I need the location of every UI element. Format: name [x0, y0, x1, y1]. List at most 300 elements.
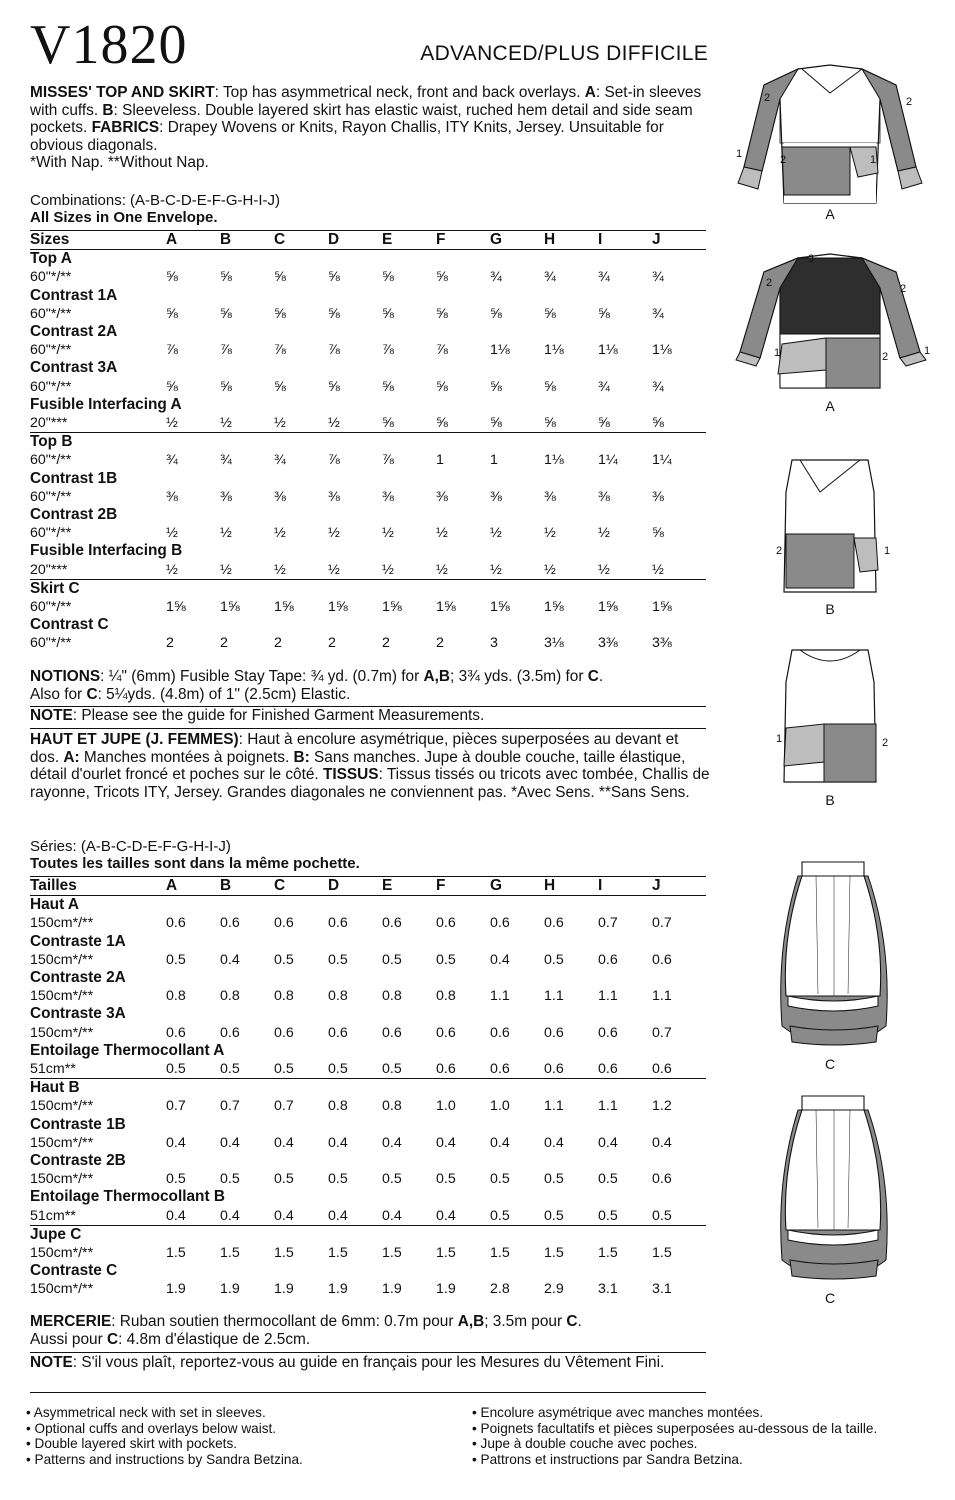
fabric-title-row [30, 1042, 706, 1060]
notions-text: : 5¼yds. (4.8m) of 1" (2.5cm) Elastic. [97, 686, 351, 703]
yardage-cell: ⅞ [328, 342, 340, 359]
yardage-cell: ⅜ [544, 488, 556, 505]
note-label: NOTE [30, 707, 73, 724]
fabric-width: 150cm*/** [30, 1245, 94, 1262]
yardage-cell: ⅝ [220, 269, 232, 286]
yardage-row [30, 341, 706, 359]
yardage-cell: ⅝ [490, 378, 502, 395]
fabric-width: 51cm** [30, 1207, 76, 1224]
yardage-row [30, 914, 706, 932]
yardage-cell: 0.4 [274, 1207, 294, 1224]
yardage-cell: 0.4 [274, 1134, 294, 1151]
yardage-cell: 1.5 [274, 1245, 294, 1262]
yardage-row [30, 1170, 706, 1188]
yardage-row [30, 1244, 706, 1262]
yardage-cell: 1.5 [598, 1245, 618, 1262]
english-description [30, 84, 710, 172]
fabric-width: 60"*/** [30, 305, 72, 322]
yardage-cell: 1⅝ [166, 599, 186, 616]
fabric-width: 150cm*/** [30, 988, 94, 1005]
yardage-cell: 0.4 [544, 1134, 564, 1151]
notions-view: C [587, 668, 599, 685]
yardage-row [30, 598, 706, 616]
note-en [30, 707, 706, 725]
callout-1: 1 [776, 733, 783, 745]
fabric-width: 60"*/** [30, 269, 72, 286]
yardage-cell: 0.8 [436, 988, 456, 1005]
yardage-cell: ⅞ [382, 342, 394, 359]
desc-text: : Top has asymmetrical neck, front and back overlays. [214, 84, 581, 101]
yardage-cell: 0.8 [328, 1098, 348, 1115]
size-column-header: B [220, 877, 274, 896]
yardage-cell: ⅜ [166, 488, 178, 505]
yardage-cell: ⅝ [166, 269, 178, 286]
yardage-cell: ½ [166, 561, 178, 578]
yardage-cell: 0.6 [436, 1061, 456, 1078]
yardage-cell: 0.5 [490, 1171, 510, 1188]
callout-1: 1 [924, 345, 930, 357]
yardage-cell: ¾ [544, 269, 556, 286]
yardage-cell: 1.5 [436, 1245, 456, 1262]
callout-1: 1 [774, 347, 781, 359]
yardage-cell: ⅝ [274, 269, 286, 286]
yardage-cell: 1.5 [490, 1245, 510, 1262]
note-text-fr: : S'il vous plaît, reportez-vous au guide en français pour les Mesures du Vêtement Fini. [72, 1354, 665, 1371]
yardage-cell: 0.4 [166, 1207, 186, 1224]
yardage-cell: 1⅝ [220, 599, 240, 616]
view-b-front-illustration [760, 452, 900, 602]
yardage-cell: ¾ [274, 452, 286, 469]
yardage-cell: ⅜ [274, 488, 286, 505]
yardage-cell: ⅝ [652, 415, 664, 432]
size-column-header: E [382, 231, 436, 250]
fabric-title: Top B [30, 433, 706, 452]
yardage-cell: 0.6 [382, 915, 402, 932]
divider [30, 1352, 706, 1353]
yardage-cell: 0.7 [274, 1098, 294, 1115]
fabric-title: Contraste C [30, 1262, 118, 1280]
note-fr [30, 1354, 706, 1372]
yardage-cell: ½ [598, 525, 610, 542]
yardage-cell: ½ [328, 415, 340, 432]
fabric-width: 150cm*/** [30, 1098, 94, 1115]
fabric-title-row [30, 969, 706, 987]
yardage-cell: 0.6 [598, 1061, 618, 1078]
notions-text-fr: Aussi pour [30, 1331, 107, 1348]
yardage-cell: 0.8 [274, 988, 294, 1005]
yardage-cell: 1⅛ [544, 452, 564, 469]
yardage-cell: ¾ [652, 305, 664, 322]
yardage-cell: 0.5 [166, 1171, 186, 1188]
callout-2: 2 [900, 283, 907, 295]
yardage-cell: ⅝ [598, 305, 610, 322]
yardage-cell: ½ [328, 561, 340, 578]
yardage-cell: ⅝ [490, 415, 502, 432]
fabric-title: Contraste 1A [30, 932, 126, 950]
yardage-cell: 1.5 [166, 1245, 186, 1262]
yardage-cell: 0.8 [166, 988, 186, 1005]
feature-item: • Optional cuffs and overlays below waist. [26, 1421, 303, 1437]
yardage-cell: ¾ [598, 269, 610, 286]
combinations-text: Combinations: (A-B-C-D-E-F-G-H-I-J) [30, 192, 281, 209]
fabric-width: 150cm*/** [30, 951, 94, 968]
yardage-cell: 2.9 [544, 1281, 564, 1298]
yardage-cell: ⅝ [382, 269, 394, 286]
yardage-cell: 1.5 [220, 1245, 240, 1262]
combinations-fr [30, 838, 360, 872]
yardage-cell: ½ [274, 561, 286, 578]
yardage-cell: ⅝ [544, 305, 556, 322]
yardage-cell: 0.6 [274, 1024, 294, 1041]
callout-2: 2 [780, 154, 787, 166]
callout-2: 2 [776, 545, 783, 557]
yardage-cell: 0.5 [436, 951, 456, 968]
fabric-width: 20"*** [30, 415, 68, 432]
fabric-title: Contraste 2A [30, 969, 126, 987]
yardage-cell: 0.6 [652, 1061, 672, 1078]
callout-3: 3 [808, 253, 815, 265]
view-a-back-illustration [730, 248, 930, 398]
yardage-row [30, 951, 706, 969]
view-b-back-illustration [760, 642, 900, 792]
sizes-header-row [30, 231, 706, 250]
view-b-label: B [102, 101, 114, 119]
yardage-cell: 0.5 [382, 1171, 402, 1188]
yardage-cell: ⅞ [382, 452, 394, 469]
fabric-title: Contraste 3A [30, 1005, 126, 1023]
yardage-row [30, 1280, 706, 1298]
feature-item: • Patterns and instructions by Sandra Betzina. [26, 1452, 303, 1468]
yardage-cell: 1.1 [652, 988, 672, 1005]
yardage-cell: ⅜ [382, 488, 394, 505]
yardage-cell: ⅜ [598, 488, 610, 505]
yardage-cell: ½ [436, 561, 448, 578]
yardage-cell: 3⅛ [544, 635, 564, 652]
fabric-title: Skirt C [30, 579, 706, 598]
yardage-cell: 0.5 [598, 1207, 618, 1224]
yardage-cell: ½ [328, 525, 340, 542]
fabrics-label-fr: TISSUS [322, 766, 379, 783]
yardage-cell: 1 [436, 452, 444, 469]
yardage-cell: 0.6 [490, 1024, 510, 1041]
view-a-label-fr: A: [63, 748, 80, 766]
yardage-cell: ⅝ [436, 269, 448, 286]
callout-1: 1 [870, 154, 877, 166]
yardage-cell: ⅝ [490, 305, 502, 322]
french-description [30, 731, 710, 801]
note-text: : Please see the guide for Finished Garment Measurements. [72, 707, 485, 724]
fabric-title: Contrast 1A [30, 286, 118, 304]
yardage-row [30, 305, 706, 323]
notions-text: ; 3¾ yds. (3.5m) for [450, 668, 588, 685]
yardage-cell: 0.5 [220, 1171, 240, 1188]
feature-item-fr: • Poignets facultatifs et pièces superposées au-dessous de la taille. [472, 1421, 877, 1437]
yardage-cell: 0.6 [328, 1024, 348, 1041]
yardage-cell: 0.7 [220, 1098, 240, 1115]
yardage-cell: 1.9 [328, 1281, 348, 1298]
view-b-label-fr: B: [293, 748, 310, 766]
yardage-cell: 0.6 [490, 915, 510, 932]
fabric-width: 150cm*/** [30, 1024, 94, 1041]
desc-title-fr: HAUT ET JUPE (J. FEMMES) [30, 731, 239, 748]
callout-2: 2 [906, 96, 913, 108]
yardage-cell: 3⅜ [652, 635, 672, 652]
notions-text-fr: . [577, 1313, 582, 1330]
yardage-cell: ⅝ [166, 305, 178, 322]
yardage-cell: 0.6 [652, 1171, 672, 1188]
feature-item-fr: • Encolure asymétrique avec manches montées. [472, 1405, 877, 1421]
fabric-title: Haut B [30, 1079, 706, 1098]
notions-text-fr: : Ruban soutien thermocollant de 6mm: 0.7m pour [111, 1313, 458, 1330]
fabric-title-row [30, 1005, 706, 1023]
yardage-cell: 1⅛ [544, 342, 564, 359]
yardage-cell: 0.8 [328, 988, 348, 1005]
yardage-cell: ⅝ [382, 305, 394, 322]
fabric-title-row [30, 579, 706, 598]
view-c-back-illustration [768, 1090, 898, 1290]
yardage-cell: 0.5 [328, 1171, 348, 1188]
yardage-cell: 0.7 [598, 915, 618, 932]
yardage-cell: 1.5 [652, 1245, 672, 1262]
yardage-cell: 3.1 [598, 1281, 618, 1298]
yardage-cell: 2 [220, 635, 228, 652]
yardage-row [30, 1097, 706, 1115]
yardage-row [30, 561, 706, 580]
fabric-title: Contrast 3A [30, 359, 118, 377]
note-label-fr: NOTE [30, 1354, 73, 1371]
yardage-cell: 0.7 [652, 1024, 672, 1041]
yardage-cell: ¾ [166, 452, 178, 469]
yardage-cell: 0.6 [166, 915, 186, 932]
size-column-header: I [598, 877, 652, 896]
fabrics-text: : Drapey Wovens or Knits, Rayon Challis, ITY Knits, Jersey. Unsuitable for obvious diagonals. [30, 119, 664, 154]
yardage-cell: 0.5 [382, 951, 402, 968]
yardage-cell: ½ [436, 525, 448, 542]
yardage-cell: 1⅝ [328, 599, 348, 616]
view-c-label: C [824, 1056, 836, 1072]
yardage-cell: 2 [328, 635, 336, 652]
yardage-cell: 0.5 [166, 951, 186, 968]
fabric-title: Top A [30, 250, 706, 269]
view-a-back-label: A [825, 398, 835, 414]
yardage-cell: 0.4 [598, 1134, 618, 1151]
fabric-title: Contrast 2A [30, 323, 118, 341]
fabric-width: 60"*/** [30, 525, 72, 542]
yardage-cell: ½ [382, 561, 394, 578]
pattern-number: V1820 [30, 14, 188, 76]
yardage-cell: ½ [220, 415, 232, 432]
size-column-header: H [544, 231, 598, 250]
yardage-cell: ½ [544, 561, 556, 578]
yardage-cell: ⅜ [490, 488, 502, 505]
pattern-header [30, 16, 710, 78]
view-b-label: B [825, 601, 835, 617]
yardage-cell: ½ [490, 561, 502, 578]
yardage-cell: 0.6 [436, 915, 456, 932]
yardage-cell: 0.4 [490, 1134, 510, 1151]
size-column-header: B [220, 231, 274, 250]
fabric-title-row [30, 1262, 706, 1280]
fabric-title: Entoilage Thermocollant B [30, 1188, 225, 1206]
fabric-title-row [30, 470, 706, 488]
size-column-header: D [328, 231, 382, 250]
callout-2: 2 [766, 277, 773, 289]
view-a-text: : Set-in sleeves with cuffs. [30, 84, 702, 119]
yardage-cell: 0.8 [382, 988, 402, 1005]
view-a-front-illustration [730, 55, 930, 215]
view-c-back-label: C [824, 1290, 836, 1306]
fabric-title-row [30, 1079, 706, 1098]
fabric-title-row [30, 1116, 706, 1134]
yardage-cell: 0.5 [436, 1171, 456, 1188]
desc-text-fr: : Haut à encolure asymétrique, pièces superposées au devant et dos. [30, 731, 679, 766]
yardage-cell: ⅝ [436, 305, 448, 322]
yardage-cell: 1⅝ [274, 599, 294, 616]
yardage-cell: 0.6 [544, 915, 564, 932]
yardage-cell: 0.6 [598, 951, 618, 968]
all-sizes-text-fr: Toutes les tailles sont dans la même pochette. [30, 855, 360, 872]
fabric-title-row [30, 1225, 706, 1244]
fabric-title: Fusible Interfacing B [30, 542, 183, 560]
fabric-title-row [30, 896, 706, 915]
size-column-header: J [652, 877, 706, 896]
yardage-cell: ⅝ [598, 415, 610, 432]
yardage-cell: 0.5 [328, 1061, 348, 1078]
fabric-title-row [30, 250, 706, 269]
yardage-cell: 0.5 [598, 1171, 618, 1188]
yardage-cell: ¾ [652, 378, 664, 395]
yardage-cell: 1⅝ [544, 599, 564, 616]
yardage-cell: ⅞ [166, 342, 178, 359]
fabric-title-row [30, 287, 706, 305]
yardage-cell: ⅝ [328, 269, 340, 286]
fabric-width: 60"*/** [30, 599, 72, 616]
yardage-cell: 2 [436, 635, 444, 652]
yardage-cell: 0.4 [436, 1207, 456, 1224]
yardage-cell: 1⅛ [598, 342, 618, 359]
yardage-cell: 1⅛ [490, 342, 510, 359]
feature-item: • Asymmetrical neck with set in sleeves. [26, 1405, 303, 1421]
notions-text: : ¼" (6mm) Fusible Stay Tape: ¾ yd. (0.7m) for [100, 668, 424, 685]
yardage-cell: ½ [274, 415, 286, 432]
notions-text: . [598, 668, 604, 685]
yardage-cell: ¾ [652, 269, 664, 286]
yardage-row [30, 1134, 706, 1152]
fabric-title-row [30, 396, 706, 414]
yardage-cell: 1⅝ [436, 599, 456, 616]
fabric-title: Haut A [30, 896, 706, 915]
view-c-front-illustration [768, 856, 898, 1056]
view-a-text-fr: Manches montées à poignets. [79, 748, 294, 766]
yardage-cell: 1⅝ [652, 599, 672, 616]
yardage-cell: 3.1 [652, 1281, 672, 1298]
yardage-row [30, 1207, 706, 1226]
yardage-row [30, 268, 706, 286]
yardage-cell: 1⅝ [490, 599, 510, 616]
fabric-width: 150cm*/** [30, 1171, 94, 1188]
yardage-cell: 1.0 [436, 1098, 456, 1115]
view-b-text: : Sleeveless. Double layered skirt has elastic waist, ruched hem detail and side seam pockets. [30, 101, 693, 136]
fabric-width: 60"*/** [30, 342, 72, 359]
yardage-cell: 0.4 [382, 1207, 402, 1224]
yardage-cell: 0.6 [166, 1024, 186, 1041]
features-fr [472, 1405, 877, 1468]
yardage-cell: 0.4 [490, 951, 510, 968]
yardage-row [30, 451, 706, 469]
yardage-cell: 0.4 [436, 1134, 456, 1151]
size-column-header: A [166, 231, 220, 250]
yardage-cell: 0.4 [166, 1134, 186, 1151]
callout-1: 1 [736, 148, 743, 160]
yardage-cell: 0.5 [274, 1171, 294, 1188]
yardage-row [30, 1060, 706, 1079]
yardage-cell: 0.5 [544, 951, 564, 968]
yardage-cell: 1.0 [490, 1098, 510, 1115]
size-column-header: E [382, 877, 436, 896]
yardage-cell: 0.6 [220, 1024, 240, 1041]
size-column-header: D [328, 877, 382, 896]
yardage-cell: 2 [166, 635, 174, 652]
size-column-header: G [490, 231, 544, 250]
yardage-cell: ⅝ [382, 415, 394, 432]
yardage-cell: 0.6 [328, 915, 348, 932]
size-column-header: F [436, 877, 490, 896]
yardage-cell: 0.5 [544, 1207, 564, 1224]
yardage-cell: 1.5 [328, 1245, 348, 1262]
fabric-width: 60"*/** [30, 635, 72, 652]
yardage-cell: 1.9 [274, 1281, 294, 1298]
yardage-cell: ⅜ [328, 488, 340, 505]
fabric-title: Contraste 1B [30, 1115, 126, 1133]
fabric-width: 150cm*/** [30, 1281, 94, 1298]
view-a-label: A [825, 206, 835, 222]
size-column-header: H [544, 877, 598, 896]
yardage-cell: 0.7 [652, 915, 672, 932]
feature-item-fr: • Pattrons et instructions par Sandra Betzina. [472, 1452, 877, 1468]
yardage-cell: 1.1 [544, 1098, 564, 1115]
yardage-cell: ½ [490, 525, 502, 542]
fabric-title-row [30, 323, 706, 341]
yardage-cell: 1⅛ [652, 342, 672, 359]
yardage-row [30, 488, 706, 506]
view-b-text-fr: Sans manches. Jupe à double couche, taille élastique, détail d'ourlet froncé et poches sur le côté. [30, 748, 686, 783]
yardage-cell: 0.6 [220, 915, 240, 932]
sizes-header-row [30, 877, 706, 896]
callout-2: 2 [882, 351, 889, 363]
yardage-cell: 0.4 [652, 1134, 672, 1151]
notions-text-fr: : 4.8m d'élastique de 2.5cm. [118, 1331, 311, 1348]
yardage-cell: 0.6 [382, 1024, 402, 1041]
yardage-cell: 1.1 [490, 988, 510, 1005]
yardage-cell: ½ [598, 561, 610, 578]
yardage-cell: 1.5 [382, 1245, 402, 1262]
feature-item-fr: • Jupe à double couche avec poches. [472, 1436, 877, 1452]
nap-note: *With Nap. **Without Nap. [30, 154, 209, 171]
yardage-cell: ⅜ [652, 488, 664, 505]
yardage-row [30, 1024, 706, 1042]
yardage-cell: 0.4 [382, 1134, 402, 1151]
yardage-cell: ⅝ [544, 415, 556, 432]
yardage-cell: ½ [544, 525, 556, 542]
yardage-cell: 0.4 [220, 951, 240, 968]
yardage-cell: ¾ [598, 378, 610, 395]
yardage-cell: 0.5 [274, 1061, 294, 1078]
callout-2: 2 [882, 737, 889, 749]
fabrics-text-fr: : Tissus tissés ou tricots avec tombée, Challis de rayonne, Tricots ITY, Jersey. Grandes diagonales ne conviennent pas. *Avec Sens. **Sans Sens. [30, 766, 710, 801]
yardage-cell: ⅞ [328, 452, 340, 469]
yardage-cell: ½ [220, 561, 232, 578]
yardage-cell: 1.9 [220, 1281, 240, 1298]
